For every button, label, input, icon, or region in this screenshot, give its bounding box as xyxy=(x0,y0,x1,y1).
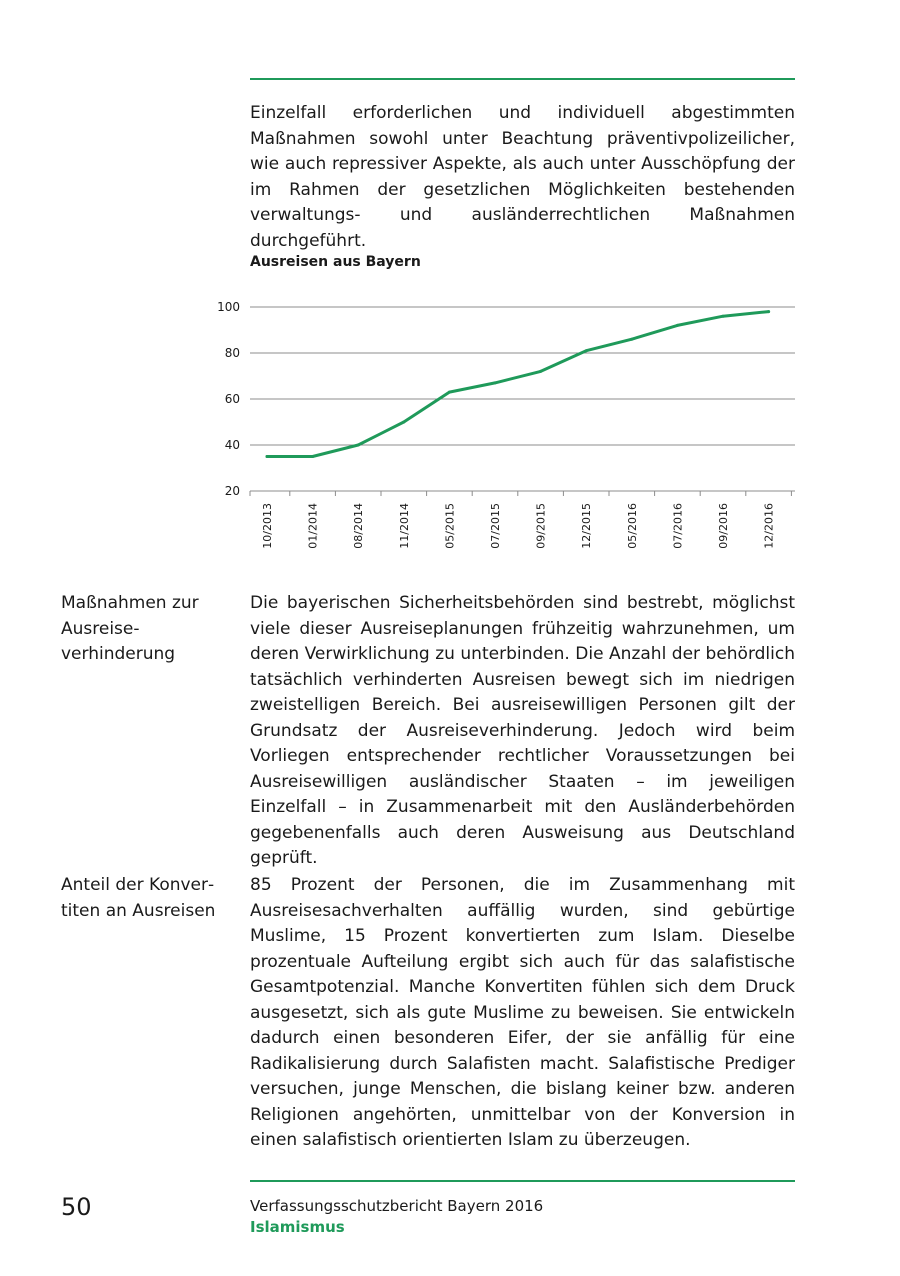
paragraph-ausreiseverhinderung: Die bayerischen Sicherheitsbehörden sind bestrebt, möglichst viele dieser Ausreiseplanungen frühzeitig wahrzunehmen, um deren Verwirklichung zu unterbinden. Die Anzahl der behördlich tatsächlich verhinderten Ausreisen bewegt sich im niedrigen zweistelligen Bereich. Bei ausreisewilligen Personen gilt der Grundsatz der Ausreiseverhinderung. Jedoch wird beim Vorliegen entsprechender rechtlicher Voraussetzungen bei Ausreisewilligen ausländischer Staaten – im jeweiligen Einzelfall – in Zusammenarbeit mit den Ausländerbehörden gegebenenfalls auch deren Ausweisung aus Deutschland geprüft. xyxy=(250,593,795,868)
series-line xyxy=(267,312,769,457)
x-tick-label: 10/2013 xyxy=(261,503,274,549)
x-tick-label: 07/2015 xyxy=(489,503,502,549)
data-point xyxy=(402,421,405,424)
y-tick-label: 60 xyxy=(224,392,240,406)
x-tick-label: 09/2016 xyxy=(717,503,730,549)
header-rule xyxy=(250,78,795,80)
x-tick-label: 07/2016 xyxy=(671,503,685,549)
footer-report-title: Verfassungsschutzbericht Bayern 2016 xyxy=(250,1197,544,1215)
x-tick-label: 01/2014 xyxy=(306,503,320,549)
y-tick-label: 40 xyxy=(224,438,240,452)
data-point xyxy=(630,338,633,341)
sidebar-label-ausreiseverhinderung: Maßnahmen zur Ausreiseverhinderung xyxy=(61,593,199,664)
x-tick-label: 05/2015 xyxy=(443,503,457,549)
footer-section-title: Islamismus xyxy=(250,1218,345,1236)
y-tick-label: 20 xyxy=(224,484,240,498)
data-point xyxy=(357,444,360,447)
x-tick-label: 08/2014 xyxy=(352,503,366,549)
page-number: 50 xyxy=(61,1193,92,1221)
data-point xyxy=(585,349,588,352)
data-point xyxy=(448,391,451,394)
y-tick-label: 80 xyxy=(224,346,240,360)
x-tick-label: 12/2015 xyxy=(580,503,594,549)
data-point xyxy=(539,370,542,373)
data-point xyxy=(722,315,725,318)
paragraph-konvertiten: 85 Prozent der Personen, die im Zusammenhang mit Ausreisesachverhalten auffällig wurden, sind gebürtige Muslime, 15 Prozent konvertierten zum Islam. Dieselbe prozentuale Aufteilung ergibt sich auch für das salafistische Gesamtpotenzial. Manche Konvertiten fühlen sich dem Druck ausgesetzt, sich als gute Muslime zu beweisen. Sie entwickeln dadurch einen besonderen Eifer, der sie anfällig für eine Radikalisierung durch Salafisten macht. Salafistische Prediger versuchen, junge Menschen, die bislang keiner bzw. anderen Religionen angehörten, unmittelbar von der Konversion in einen salafistisch orientierten Islam zu überzeugen. xyxy=(250,875,795,1150)
data-point xyxy=(311,455,314,458)
footer-rule xyxy=(250,1180,795,1182)
data-point xyxy=(676,324,679,327)
intro-paragraph: Einzelfall erforderlichen und individuell abgestimmten Maßnahmen sowohl unter Beachtung präventivpolizeilicher, wie auch repressiver Aspekte, als auch unter Ausschöpfung der im Rahmen der gesetzlichen Möglichkeiten bestehenden verwaltungs- und ausländerrechtlichen Maßnahmen durchgeführt. xyxy=(250,103,795,251)
line-chart xyxy=(200,290,810,570)
y-tick-label: 100 xyxy=(217,300,240,314)
data-point xyxy=(266,455,269,458)
x-tick-label: 05/2016 xyxy=(625,503,639,549)
sidebar-label-konvertiten: Anteil der Konvertiten an Ausreisen xyxy=(61,875,216,921)
x-tick-label: 09/2015 xyxy=(534,503,548,549)
x-tick-label: 11/2014 xyxy=(397,503,411,549)
chart-title: Ausreisen aus Bayern xyxy=(250,254,421,270)
data-point xyxy=(494,381,497,384)
data-point xyxy=(767,310,770,313)
x-tick-label: 12/2016 xyxy=(762,503,776,549)
